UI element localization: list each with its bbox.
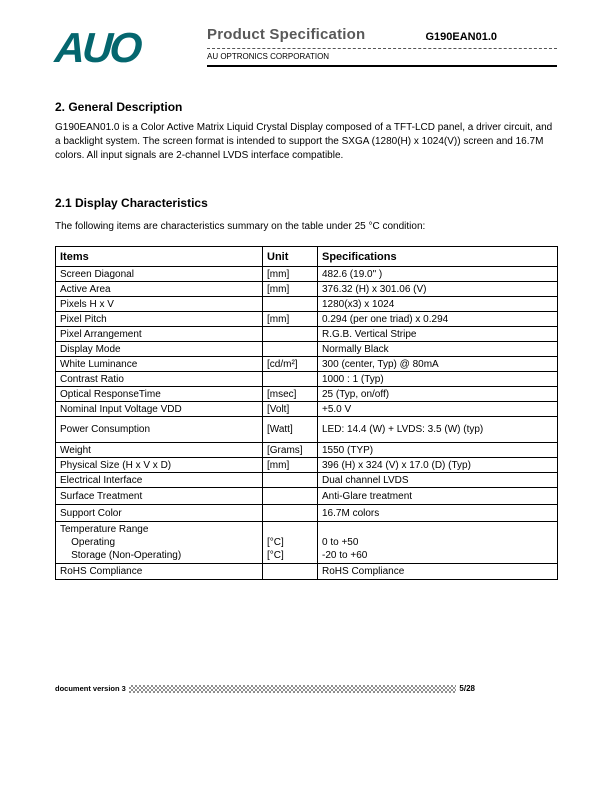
cell-spec: 1280(x3) x 1024 bbox=[318, 297, 558, 312]
table-row bbox=[56, 402, 558, 417]
cell-spec: R.G.B. Vertical Stripe bbox=[318, 327, 558, 342]
cell-unit: [mm] bbox=[263, 458, 318, 473]
spec-table-body bbox=[56, 267, 558, 580]
cell-item: Physical Size (H x V x D) bbox=[56, 458, 263, 473]
cell-spec: 482.6 (19.0" ) bbox=[318, 267, 558, 282]
cell-item: Surface Treatment bbox=[56, 488, 263, 505]
footer bbox=[55, 684, 475, 693]
cell-unit: [Volt] bbox=[263, 402, 318, 417]
footer-pattern bbox=[129, 685, 457, 693]
cell-line: Temperature Range bbox=[60, 524, 149, 535]
page-number: 5/28 bbox=[459, 684, 475, 693]
cell-unit: [mm] bbox=[263, 312, 318, 327]
table-row bbox=[56, 488, 558, 505]
cell-spec: 396 (H) x 324 (V) x 17.0 (D) (Typ) bbox=[318, 458, 558, 473]
cell-item: Contrast Ratio bbox=[56, 372, 263, 387]
column-header-specifications: Specifications bbox=[318, 247, 558, 267]
cell-spec: 25 (Typ, on/off) bbox=[318, 387, 558, 402]
cell-spec: 16.7M colors bbox=[318, 505, 558, 522]
cell-unit: [mm] bbox=[263, 282, 318, 297]
table-row bbox=[56, 473, 558, 488]
cell-line: -20 to +60 bbox=[322, 550, 368, 561]
cell-spec: 1000 : 1 (Typ) bbox=[318, 372, 558, 387]
cell-spec: 0.294 (per one triad) x 0.294 bbox=[318, 312, 558, 327]
cell-line: Operating bbox=[60, 537, 116, 548]
header bbox=[55, 26, 557, 70]
cell-unit: [Watt] bbox=[263, 417, 318, 443]
cell-unit bbox=[263, 564, 318, 580]
cell-item: Display Mode bbox=[56, 342, 263, 357]
table-row bbox=[56, 443, 558, 458]
cell-item: Optical ResponseTime bbox=[56, 387, 263, 402]
table-row bbox=[56, 297, 558, 312]
company-name: AU OPTRONICS CORPORATION bbox=[207, 49, 557, 67]
cell-line bbox=[322, 523, 553, 536]
cell-line: [°C] bbox=[267, 550, 284, 561]
section-heading-general: 2. General Description bbox=[55, 100, 183, 114]
cell-spec: Anti-Glare treatment bbox=[318, 488, 558, 505]
cell-line: [°C] bbox=[267, 537, 284, 548]
cell-unit bbox=[263, 522, 318, 564]
table-row bbox=[56, 357, 558, 372]
content bbox=[55, 100, 557, 580]
table-row bbox=[56, 387, 558, 402]
cell-spec: 1550 (TYP) bbox=[318, 443, 558, 458]
table-row bbox=[56, 342, 558, 357]
product-title: Product Specification bbox=[207, 26, 366, 43]
table-row bbox=[56, 522, 558, 564]
cell-spec: RoHS Compliance bbox=[318, 564, 558, 580]
cell-item: Screen Diagonal bbox=[56, 267, 263, 282]
column-header-items: Items bbox=[56, 247, 263, 267]
cell-spec bbox=[318, 522, 558, 564]
general-description-text: G190EAN01.0 is a Color Active Matrix Liquid Crystal Display composed of a TFT-LCD panel, a driver circuit, and a backlight system. The screen format is intended to support the SXGA (1280(H) x 1024(V)) screen and 16.7M colors. All input signals are 2-channel LVDS interface compatible. bbox=[55, 122, 553, 161]
table-header-row bbox=[56, 247, 558, 267]
cell-item: Pixel Pitch bbox=[56, 312, 263, 327]
cell-spec: +5.0 V bbox=[318, 402, 558, 417]
table-row bbox=[56, 505, 558, 522]
cell-item: RoHS Compliance bbox=[56, 564, 263, 580]
section-heading-display: 2.1 Display Characteristics bbox=[55, 196, 208, 210]
table-row bbox=[56, 458, 558, 473]
cell-unit bbox=[263, 372, 318, 387]
cell-unit: [mm] bbox=[263, 267, 318, 282]
cell-unit bbox=[263, 342, 318, 357]
cell-spec: Dual channel LVDS bbox=[318, 473, 558, 488]
cell-spec: LED: 14.4 (W) + LVDS: 3.5 (W) (typ) bbox=[318, 417, 558, 443]
title-row bbox=[207, 26, 557, 49]
cell-unit bbox=[263, 327, 318, 342]
table-row bbox=[56, 564, 558, 580]
cell-item: Electrical Interface bbox=[56, 473, 263, 488]
cell-item: Weight bbox=[56, 443, 263, 458]
spec-table bbox=[55, 246, 558, 580]
table-row bbox=[56, 372, 558, 387]
table-row bbox=[56, 327, 558, 342]
cell-item: Pixel Arrangement bbox=[56, 327, 263, 342]
footer-version-text: document version 3 bbox=[55, 684, 126, 693]
cell-item: Support Color bbox=[56, 505, 263, 522]
cell-unit bbox=[263, 488, 318, 505]
cell-spec: Normally Black bbox=[318, 342, 558, 357]
cell-item bbox=[56, 522, 263, 564]
header-title-block bbox=[207, 26, 557, 67]
cell-item: Power Consumption bbox=[56, 417, 263, 443]
table-row bbox=[56, 267, 558, 282]
cell-line: 0 to +50 bbox=[322, 537, 359, 548]
cell-unit bbox=[263, 473, 318, 488]
cell-unit bbox=[263, 505, 318, 522]
table-row bbox=[56, 312, 558, 327]
auo-logo-text: AUO bbox=[53, 24, 142, 71]
cell-item: Nominal Input Voltage VDD bbox=[56, 402, 263, 417]
cell-unit: [msec] bbox=[263, 387, 318, 402]
cell-item: White Luminance bbox=[56, 357, 263, 372]
doc-number: G190EAN01.0 bbox=[425, 31, 497, 43]
cell-spec: 376.32 (H) x 301.06 (V) bbox=[318, 282, 558, 297]
table-row bbox=[56, 282, 558, 297]
column-header-unit: Unit bbox=[263, 247, 318, 267]
table-row bbox=[56, 417, 558, 443]
cell-unit bbox=[263, 297, 318, 312]
table-intro-text: The following items are characteristics summary on the table under 25 °C condition: bbox=[55, 221, 426, 232]
cell-spec: 300 (center, Typ) @ 80mA bbox=[318, 357, 558, 372]
cell-item: Pixels H x V bbox=[56, 297, 263, 312]
cell-line: Storage (Non-Operating) bbox=[60, 550, 182, 561]
auo-logo bbox=[55, 26, 207, 70]
cell-unit: [cd/m²] bbox=[263, 357, 318, 372]
cell-line bbox=[267, 523, 313, 536]
cell-item: Active Area bbox=[56, 282, 263, 297]
cell-unit: [Grams] bbox=[263, 443, 318, 458]
